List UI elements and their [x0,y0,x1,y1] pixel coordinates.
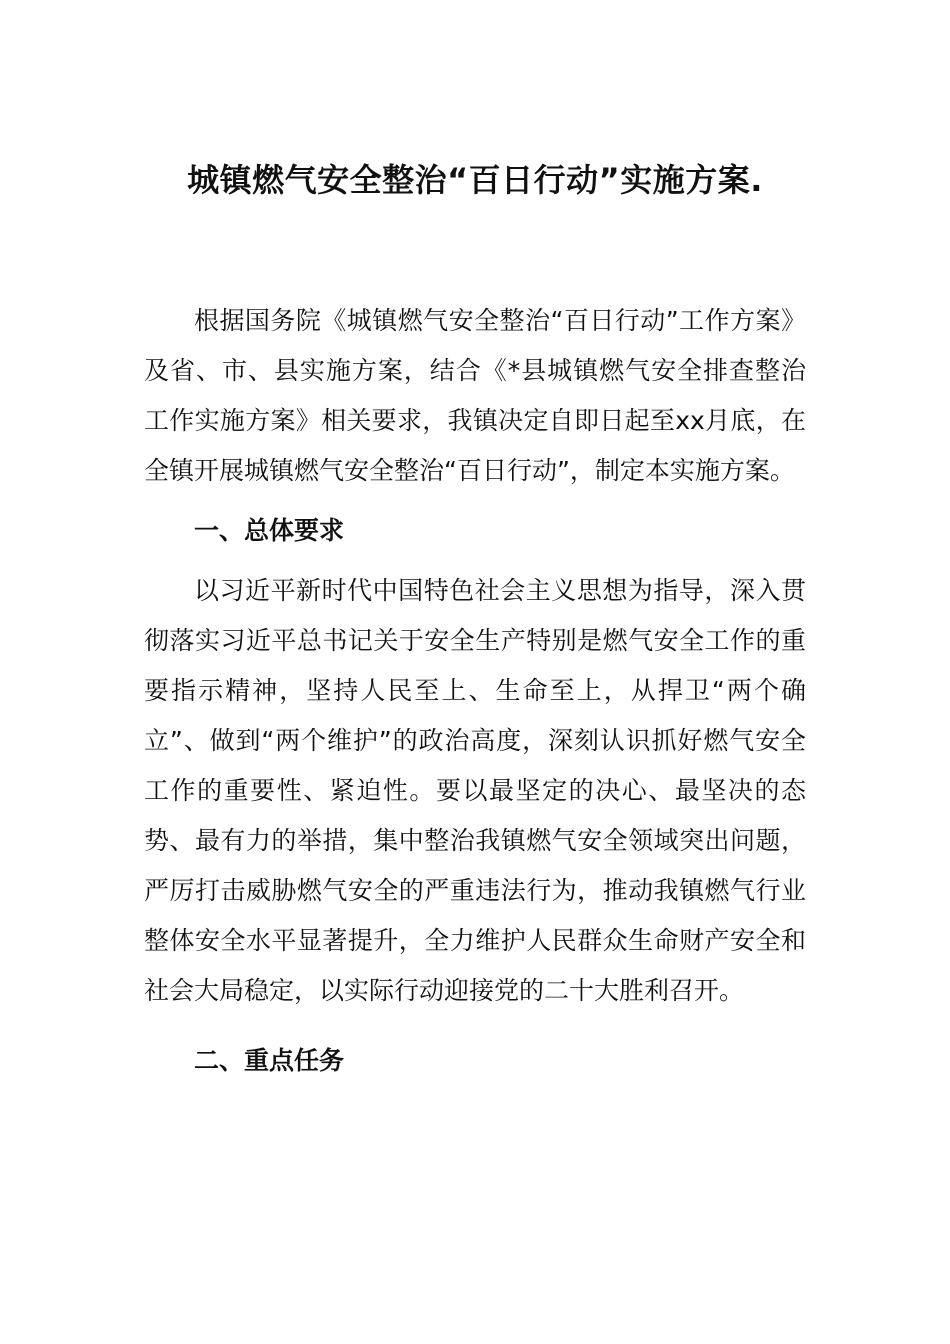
section-paragraph-general-requirements: 以习近平新时代中国特色社会主义思想为指导，深入贯彻落实习近平总书记关于安全生产特别是燃气安全工作的重要指示精神，坚持人民至上、生命至上，从捍卫“两个确立”、做到“两个维护”的政治高度，深刻认识抓好燃气安全工作的重要性、紧迫性。要以最坚定的决心、最坚决的态势、最有力的举措，集中整治我镇燃气安全领域突出问题，严厉打击威胁燃气安全的严重违法行为，推动我镇燃气行业整体安全水平显著提升，全力维护人民群众生命财产安全和社会大局稳定，以实际行动迎接党的二十大胜利召开。 [144,576,806,1005]
section-heading-general-requirements: 一、总体要求 [194,516,345,545]
document-title: 城镇燃气安全整治“百日行动”实施方案. [187,161,763,199]
section-heading-key-tasks: 二、重点任务 [194,1046,345,1075]
document-body [144,296,806,1096]
intro-paragraph: 根据国务院《城镇燃气安全整治“百日行动”工作方案》及省、市、县实施方案，结合《*县城镇燃气安全排查整治工作实施方案》相关要求，我镇决定自即日起至xx月底，在全镇开展城镇燃气安全整治“百日行动”，制定本实施方案。 [144,306,806,485]
